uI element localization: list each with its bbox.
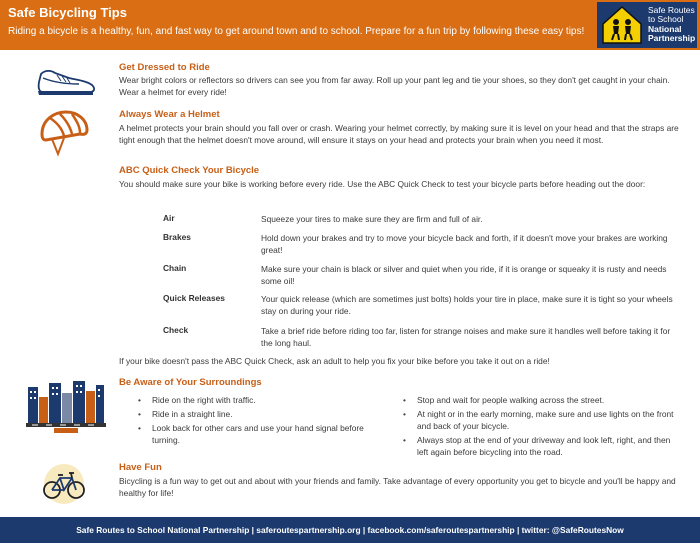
- abc-term-air: Air: [163, 213, 175, 223]
- list-item: • Ride in a straight line.: [138, 408, 373, 420]
- list-item: • At night or in the early morning, make sure and use lights on the front and back of your bicycle.: [403, 408, 683, 432]
- text-get-dressed: Wear bright colors or reflectors so drivers can see you from far away. Roll up your pant leg and tie your shoes, so they don't get caught in your chain. Wear a helmet for every ride!: [119, 75, 670, 97]
- bicycle-icon: [38, 462, 90, 506]
- sneaker-icon: [35, 64, 97, 98]
- list-item: • Always stop at the end of your driveway and look left, right, and then left again before bicycling into the road.: [403, 434, 683, 458]
- intro-text: Riding a bicycle is a healthy, fun, and fast way to get around town and to school. Prepare for a fun trip by following these easy tips!: [8, 26, 585, 37]
- partnership-logo[interactable]: [597, 2, 697, 48]
- abc-desc-chain: Make sure your chain is black or silver and quiet when you ride, if it is orange or squeaky it is rusty and needs some oil!: [261, 264, 667, 286]
- city-icon: [26, 377, 106, 435]
- text-abc-intro: You should make sure your bike is working before every ride. Use the ABC Quick Check to test your bicycle parts before heading out the door:: [119, 179, 646, 189]
- school-sign-icon: [602, 6, 642, 44]
- logo-line-4: Partnership: [648, 33, 696, 43]
- abc-desc-quick-releases: Your quick release (which are sometimes just bolts) holds your tire in place, make sure it is tight so your wheels stay on during your ride.: [261, 294, 673, 316]
- logo-line-1: Safe Routes: [648, 5, 695, 15]
- heading-abc-check: ABC Quick Check Your Bicycle: [119, 165, 260, 176]
- text-have-fun: Bicycling is a fun way to get out and about with your friends and family. Take advantage of every opportunity you get to bicycle and you'll be happy and healthy for life!: [119, 476, 676, 498]
- header-banner: [0, 0, 700, 50]
- list-item: • Ride on the right with traffic.: [138, 394, 373, 406]
- text-abc-followup: If your bike doesn't pass the ABC Quick Check, ask an adult to help you fix your bike before you take it out on a ride!: [119, 356, 550, 366]
- page-title: Safe Bicycling Tips: [8, 5, 127, 20]
- helmet-icon: [38, 108, 90, 158]
- heading-surroundings: Be Aware of Your Surroundings: [119, 377, 262, 388]
- heading-get-dressed: Get Dressed to Ride: [119, 62, 210, 73]
- abc-desc-air: Squeeze your tires to make sure they are firm and full of air.: [261, 214, 483, 224]
- abc-term-quick-releases: Quick Releases: [163, 293, 225, 303]
- abc-desc-check: Take a brief ride before riding too far, listen for strange noises and make sure it handles well before taking it for the long haul.: [261, 326, 671, 348]
- abc-term-check: Check: [163, 325, 189, 335]
- heading-have-fun: Have Fun: [119, 462, 162, 473]
- list-item: • Stop and wait for people walking across the street.: [403, 394, 683, 406]
- surroundings-left-list: [138, 394, 373, 448]
- logo-line-3: National: [648, 24, 682, 34]
- list-item: • Look back for other cars and use your hand signal before turning.: [138, 422, 373, 446]
- heading-helmet: Always Wear a Helmet: [119, 109, 220, 120]
- footer-bar: Safe Routes to School National Partnership | saferoutespartnership.org | facebook.com/saferoutespartnership | twitter: @SafeRoutesNow: [0, 517, 700, 543]
- abc-term-chain: Chain: [163, 263, 187, 273]
- abc-desc-brakes: Hold down your brakes and try to move your bicycle back and forth, if it doesn't move your brakes are working great!: [261, 233, 668, 255]
- text-helmet: A helmet protects your brain should you fall over or crash. Wearing your helmet correctly, by making sure it is level on your head and that the straps are tight enough that the helmet doesn't move around, will ensure it stays on your head and protects your brain when you need it most.: [119, 123, 679, 145]
- surroundings-right-list: [403, 394, 683, 460]
- logo-line-2: to School: [648, 14, 684, 24]
- abc-term-brakes: Brakes: [163, 232, 191, 242]
